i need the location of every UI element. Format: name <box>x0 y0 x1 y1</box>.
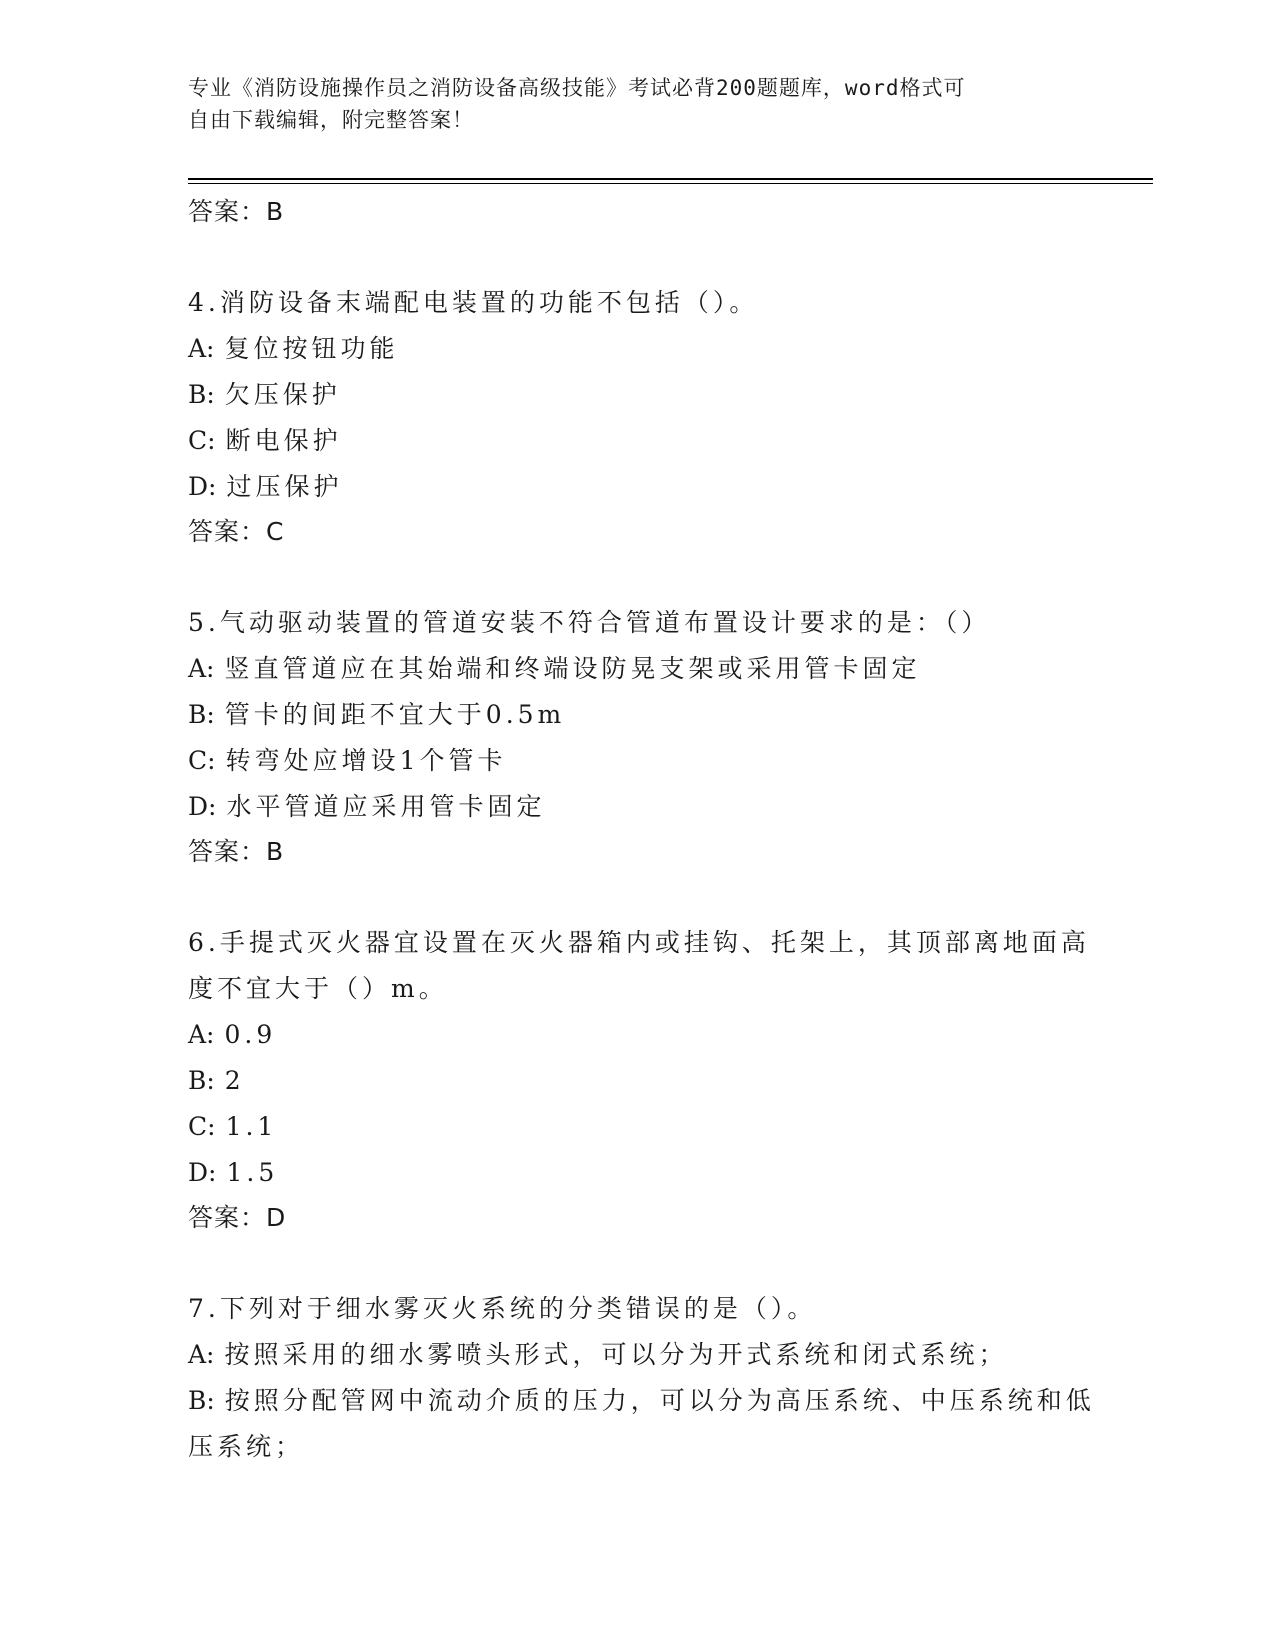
option-text: 竖直管道应在其始端和终端设防晃支架或采用管卡固定 <box>224 654 921 683</box>
option-c <box>188 418 1108 464</box>
option-d <box>188 784 1108 830</box>
option-text: 1.1 <box>225 1112 278 1141</box>
question-5 <box>188 600 1108 874</box>
question-stem: 6.手提式灭火器宜设置在灭火器箱内或挂钩、托架上，其顶部离地面高度不宜大于（）m。 <box>188 928 1090 1003</box>
option-key: B: <box>188 700 215 729</box>
header-rule <box>188 178 1153 180</box>
option-b <box>188 692 1108 738</box>
header-rule-thin <box>188 183 1153 184</box>
document-body <box>188 190 1108 1470</box>
option-key: B: <box>188 1066 215 1095</box>
option-key: C: <box>188 1112 216 1141</box>
option-d <box>188 1150 1108 1196</box>
option-key: D: <box>188 1158 217 1187</box>
question-stem: 7.下列对于细水雾灭火系统的分类错误的是（）。 <box>188 1294 817 1323</box>
option-key: C: <box>188 426 216 455</box>
question-6 <box>188 920 1108 1240</box>
option-d <box>188 464 1108 510</box>
answer: 答案：D <box>188 1203 287 1232</box>
header-line-2: 自由下载编辑，附完整答案！ <box>188 108 474 132</box>
question-stem: 5.气动驱动装置的管道安装不符合管道布置设计要求的是：（） <box>188 608 991 637</box>
answer: 答案：B <box>188 837 285 866</box>
question-4 <box>188 280 1108 554</box>
option-text: 0.9 <box>224 1020 277 1049</box>
option-a <box>188 326 1108 372</box>
option-text: 欠压保护 <box>224 380 341 409</box>
question-stem: 4.消防设备末端配电装置的功能不包括（）。 <box>188 288 759 317</box>
header-line-1: 专业《消防设施操作员之消防设备高级技能》考试必背200题题库，word格式可 <box>188 76 966 100</box>
document-header <box>188 72 1068 136</box>
option-a <box>188 646 1108 692</box>
option-key: D: <box>188 472 217 501</box>
option-text: 2 <box>224 1066 245 1095</box>
option-key: A: <box>188 1340 215 1369</box>
answer-previous: 答案：B <box>188 197 285 226</box>
option-b <box>188 372 1108 418</box>
option-text: 按照采用的细水雾喷头形式，可以分为开式系统和闭式系统； <box>224 1340 1008 1369</box>
option-b <box>188 1378 1108 1470</box>
option-key: A: <box>188 1020 215 1049</box>
option-key: B: <box>188 1386 215 1415</box>
option-key: C: <box>188 746 216 775</box>
option-text: 转弯处应增设1个管卡 <box>225 746 507 775</box>
answer: 答案：C <box>188 517 285 546</box>
option-a <box>188 1012 1108 1058</box>
option-c <box>188 738 1108 784</box>
option-key: A: <box>188 334 215 363</box>
option-a <box>188 1332 1108 1378</box>
option-text: 断电保护 <box>225 426 342 455</box>
option-b <box>188 1058 1108 1104</box>
option-c <box>188 1104 1108 1150</box>
option-text: 1.5 <box>226 1158 279 1187</box>
option-text: 复位按钮功能 <box>224 334 399 363</box>
question-7 <box>188 1286 1108 1470</box>
option-text: 按照分配管网中流动介质的压力，可以分为高压系统、中压系统和低压系统； <box>188 1386 1095 1461</box>
option-key: D: <box>188 792 217 821</box>
option-text: 管卡的间距不宜大于0.5m <box>224 700 566 729</box>
option-key: B: <box>188 380 215 409</box>
option-text: 水平管道应采用管卡固定 <box>226 792 546 821</box>
option-text: 过压保护 <box>226 472 343 501</box>
option-key: A: <box>188 654 215 683</box>
